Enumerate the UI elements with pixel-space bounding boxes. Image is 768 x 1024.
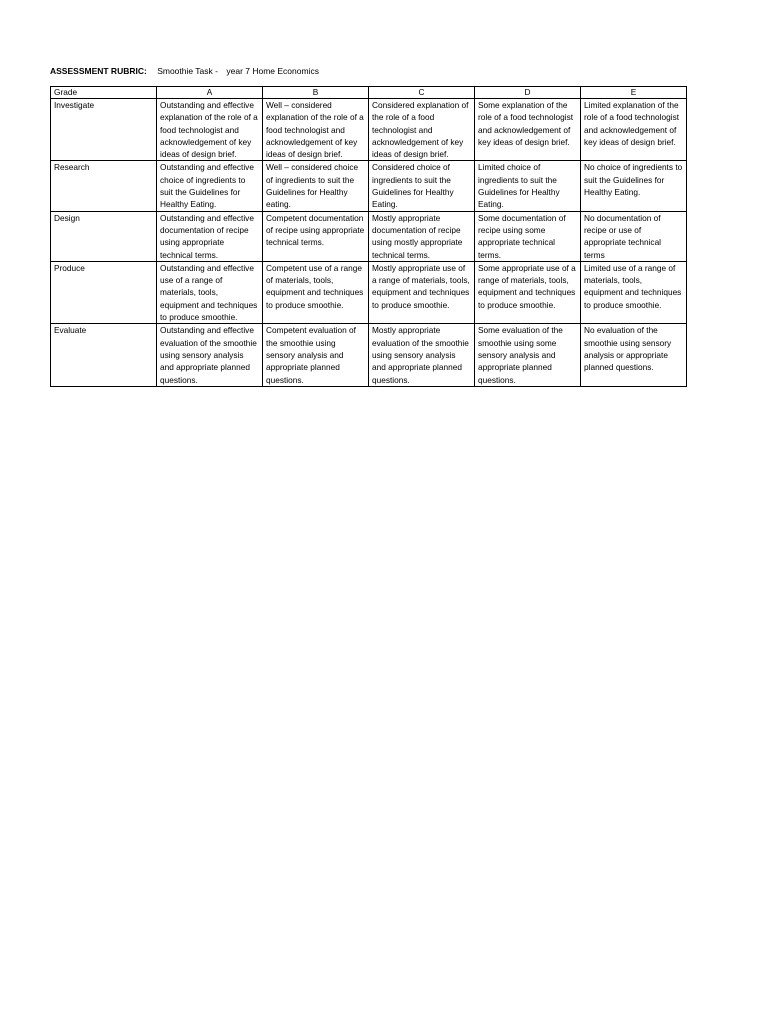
assessment-rubric-table — [50, 86, 687, 387]
criterion-investigate: Investigate — [51, 99, 157, 161]
rubric-label: ASSESSMENT RUBRIC: — [50, 66, 147, 76]
table-row — [51, 99, 687, 161]
criterion-research: Research — [51, 161, 157, 211]
rubric-cell: Limited explanation of the role of a food technologist and acknowledgement of key ideas of design brief. — [581, 99, 687, 161]
table-header-row — [51, 87, 687, 99]
rubric-cell: Mostly appropriate use of a range of materials, tools, equipment and techniques to produce smoothie. — [369, 261, 475, 323]
rubric-cell: No documentation of recipe or use of appropriate technical terms — [581, 211, 687, 261]
grade-c-header: C — [369, 87, 475, 99]
rubric-cell: Competent use of a range of materials, tools, equipment and techniques to produce smoothie. — [263, 261, 369, 323]
rubric-cell: Outstanding and effective choice of ingredients to suit the Guidelines for Healthy Eating. — [157, 161, 263, 211]
rubric-cell: Well – considered choice of ingredients to suit the Guidelines for Healthy eating. — [263, 161, 369, 211]
rubric-cell: Outstanding and effective explanation of the role of a food technologist and acknowledgement of key ideas of design brief. — [157, 99, 263, 161]
table-row — [51, 161, 687, 211]
rubric-cell: Some documentation of recipe using some appropriate technical terms. — [475, 211, 581, 261]
rubric-cell: Considered choice of ingredients to suit the Guidelines for Healthy Eating. — [369, 161, 475, 211]
grade-a-header: A — [157, 87, 263, 99]
rubric-cell: Outstanding and effective evaluation of the smoothie using sensory analysis and appropriate planned questions. — [157, 324, 263, 386]
rubric-cell: No evaluation of the smoothie using sensory analysis or appropriate planned questions. — [581, 324, 687, 386]
criterion-design: Design — [51, 211, 157, 261]
grade-header: Grade — [51, 87, 157, 99]
criterion-evaluate: Evaluate — [51, 324, 157, 386]
rubric-cell: Well – considered explanation of the role of a food technologist and acknowledgement of key ideas of design brief. — [263, 99, 369, 161]
task-name: Smoothie Task - — [157, 66, 218, 76]
rubric-cell: Competent evaluation of the smoothie using sensory analysis and appropriate planned questions. — [263, 324, 369, 386]
rubric-cell: Limited choice of ingredients to suit the Guidelines for Healthy Eating. — [475, 161, 581, 211]
rubric-cell: Mostly appropriate evaluation of the smoothie using sensory analysis and appropriate planned questions. — [369, 324, 475, 386]
table-row — [51, 261, 687, 323]
rubric-cell: Competent documentation of recipe using appropriate technical terms. — [263, 211, 369, 261]
rubric-cell: No choice of ingredients to suit the Guidelines for Healthy Eating. — [581, 161, 687, 211]
rubric-cell: Limited use of a range of materials, tools, equipment and techniques to produce smoothie. — [581, 261, 687, 323]
document-heading — [50, 66, 319, 76]
rubric-cell: Considered explanation of the role of a food technologist and acknowledgement of key ideas of design brief. — [369, 99, 475, 161]
grade-b-header: B — [263, 87, 369, 99]
rubric-cell: Some explanation of the role of a food technologist and acknowledgement of key ideas of design brief. — [475, 99, 581, 161]
rubric-cell: Mostly appropriate documentation of recipe using mostly appropriate technical terms. — [369, 211, 475, 261]
rubric-cell: Some evaluation of the smoothie using some sensory analysis and appropriate planned questions. — [475, 324, 581, 386]
grade-e-header: E — [581, 87, 687, 99]
table-row — [51, 211, 687, 261]
rubric-cell: Outstanding and effective use of a range of materials, tools, equipment and techniques to produce smoothie. — [157, 261, 263, 323]
subject-name: year 7 Home Economics — [226, 66, 319, 76]
grade-d-header: D — [475, 87, 581, 99]
rubric-cell: Outstanding and effective documentation of recipe using appropriate technical terms. — [157, 211, 263, 261]
rubric-cell: Some appropriate use of a range of materials, tools, equipment and techniques to produce smoothie. — [475, 261, 581, 323]
table-row — [51, 324, 687, 386]
criterion-produce: Produce — [51, 261, 157, 323]
